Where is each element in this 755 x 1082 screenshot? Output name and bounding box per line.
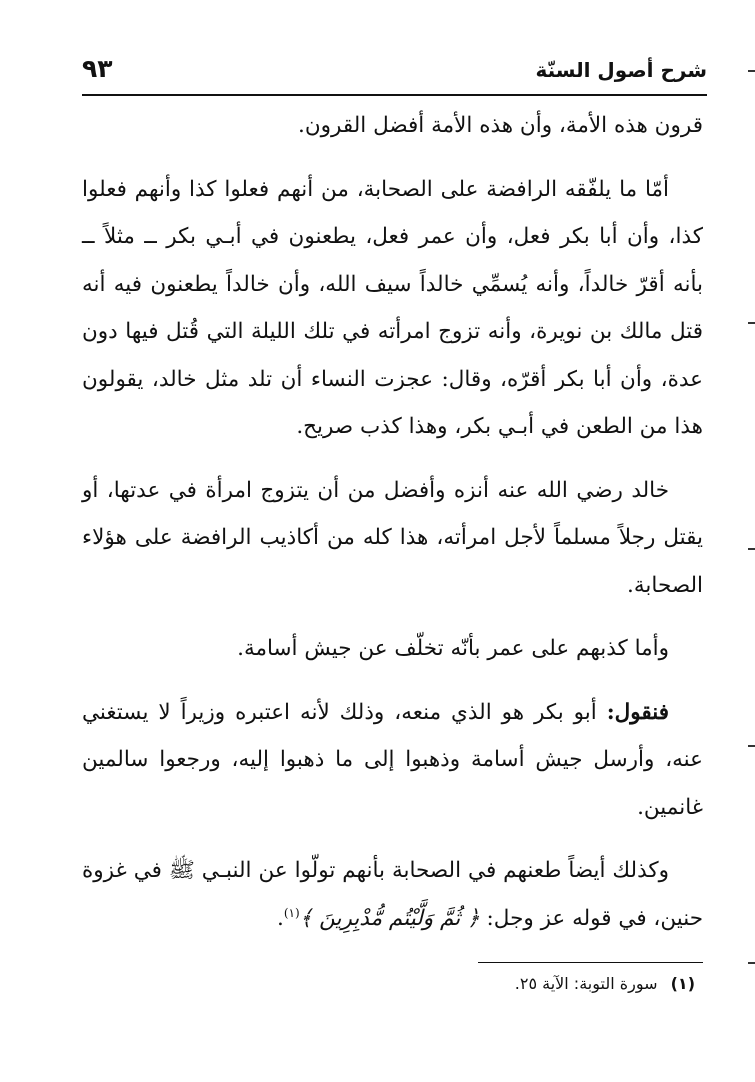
- paragraph-khalid-defense: خالد رضي الله عنه أنزه وأفضل من أن يتزوج امرأة في عدتها، أو يقتل رجلاً مسلماً لأجل امرأته، هذا كله من أكاذيب الرافضة على هؤلاء الصحابة.: [82, 477, 703, 598]
- scan-edge-mark: [748, 745, 755, 747]
- hunayn-text: وكذلك أيضاً طعنهم في الصحابة بأنهم تولّوا عن النبـي ﷺ في غزوة حنين، في قوله عز وجل:: [82, 858, 703, 931]
- scan-edge-mark: [748, 962, 755, 964]
- paragraph-hunayn: [82, 847, 703, 942]
- response-lead-word: فنقول:: [606, 699, 669, 725]
- running-title: شرح أصول السنّة: [535, 58, 707, 82]
- sentence-end: .: [276, 905, 284, 931]
- scan-edge-mark: [748, 322, 755, 324]
- paragraph-rafida-claims: أمّا ما يلفّقه الرافضة على الصحابة، من أنهم فعلوا كذا وأنهم فعلوا كذا، وأن أبا بكر فعل، وأن عمر فعل، يطعنون في أبـي بكر ــ مثلاً ــ بأنه أقرّ خالداً، وأنه يُسمِّي خالداً سيف الله، وأن خالداً يطعنون فيه أنه قتل مالك بن نويرة، وأنه تزوج امرأته في تلك الليلة التي قُتل فيها دون عدة، وأن أبا بكر أقرّه، وقال: عجزت النساء أن تلد مثل خالد، يقولون هذا من الطعن في أبـي بكر، وهذا كذب صريح.: [82, 176, 703, 439]
- body-text: [82, 102, 703, 958]
- footnote-reference: (١): [283, 905, 300, 920]
- scan-edge-mark: [748, 70, 755, 72]
- footnote: [515, 974, 695, 993]
- quran-verse: ﴿ ثُمَّ وَلَّيْتُم مُّدْبِرِينَ ﴾: [299, 905, 480, 931]
- paragraph-umar-claim: وأما كذبهم على عمر بأنّه تخلّف عن جيش أسامة.: [237, 636, 669, 661]
- page-header: [82, 52, 707, 96]
- paragraph-response: [82, 689, 703, 832]
- paragraph-continuation: قرون هذه الأمة، وأن هذه الأمة أفضل القرون.: [297, 113, 703, 138]
- footnote-text: سورة التوبة: الآية ٢٥.: [514, 974, 658, 993]
- scan-edge-mark: [748, 548, 755, 550]
- response-text: أبو بكر هو الذي منعه، وذلك لأنه اعتبره وزيراً لا يستغني عنه، وأرسل جيش أسامة وذهبوا إلى ما ذهبوا إليه، ورجعوا سالمين غانمين.: [82, 699, 703, 820]
- footnote-number: (١): [670, 974, 695, 993]
- page-number: ٩٣: [82, 54, 113, 83]
- footnote-divider: [478, 962, 703, 963]
